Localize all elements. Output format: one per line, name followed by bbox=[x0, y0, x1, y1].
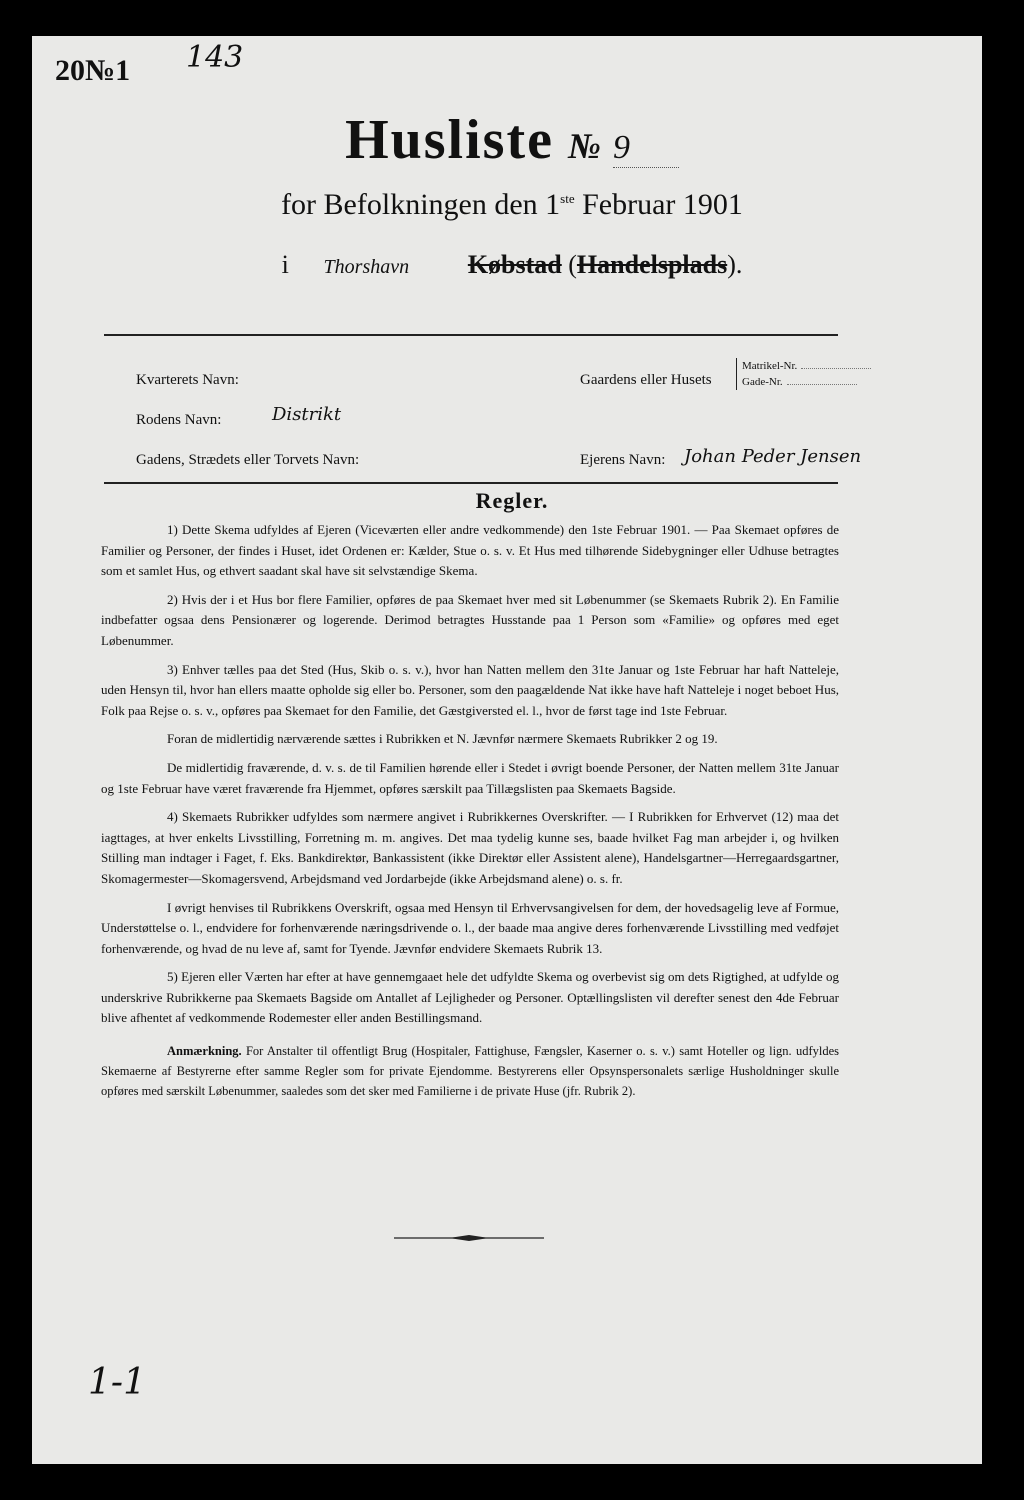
place-prefix: i bbox=[281, 250, 289, 279]
paren-close: ). bbox=[727, 250, 743, 279]
rule-3c: De midlertidig fraværende, d. v. s. de til Familien hørende eller i Stedet i øvrigt boende Personer, der Natten mellem 31te Januar og 1ste Februar have været fraværende fra Hjemmet, opføres særskilt paa Tillægslisten paa Skemaets Bagside. bbox=[101, 759, 839, 796]
subtitle-part-a: for Befolkningen den 1 bbox=[281, 188, 561, 221]
note-label: Anmærkning. bbox=[167, 1044, 242, 1059]
archive-number: 20№1 bbox=[55, 54, 131, 87]
title-row bbox=[0, 108, 1024, 172]
rule-1: 1) Dette Skema udfyldes af Ejeren (Viceværten eller andre vedkommende) den 1ste Februar 1901. — Paa Skemaet opføres de Familier og Personer, der findes i Huset, idet Ordenen er: Kælder, Stue o. s. v. Et Hus med tilhørende Sidebygninger eller Udhuse betragtes som et samlet Hus, og ethvert saadant skal have sit selvstændige Skema. bbox=[101, 522, 839, 579]
kobstad-struck: Købstad bbox=[467, 250, 562, 279]
paren-open: ( bbox=[568, 250, 577, 279]
list-number-value: 9 bbox=[613, 129, 679, 168]
ornament-divider bbox=[394, 1234, 544, 1242]
matrikel-label: Matrikel-Nr. bbox=[742, 360, 798, 372]
gaden-label: Gadens, Strædets eller Torvets Navn: bbox=[136, 452, 360, 468]
subtitle-part-b: Februar 1901 bbox=[582, 188, 743, 221]
handwritten-page-number: 143 bbox=[186, 40, 244, 75]
rule-3: 3) Enhver tælles paa det Sted (Hus, Skib o. s. v.), hvor han Natten mellem den 31te Januar og 1ste Februar har haft Natteleje, uden Hensyn til, hvor han ellers maatte opholde sig eller bo. Personer, som den paagældende Nat ikke have haft Natteleje i noget beboet Hus, Folk paa Rejse o. s. v., opføres paa Skemaet for den Familie, det Gæstgiversted el. l., hvor de først tage ind 1ste Februar. bbox=[101, 661, 839, 718]
ejer-value: Johan Peder Jensen bbox=[684, 446, 862, 467]
handelsplads-struck: Handelsplads bbox=[576, 250, 728, 279]
rules-heading: Regler. bbox=[475, 488, 549, 513]
rule-2: 2) Hvis der i et Hus bor flere Familier, opføres de paa Skemaet hver med sit Løbenummer (se Skemaets Rubrik 2). En Familie indbefatter ogsaa dens Pensionærer og logerende. Derimod betragtes Husstande paa 1 Person som «Familie» og opføres med eget Løbenummer. bbox=[101, 591, 839, 648]
gade-nr-label: Gade-Nr. bbox=[742, 376, 783, 388]
gaard-label: Gaardens eller Husets bbox=[580, 372, 712, 388]
place-handwritten: Thorshavn bbox=[323, 256, 410, 278]
roden-value: Distrikt bbox=[272, 404, 342, 425]
note-text: For Anstalter til offentligt Brug (Hospitaler, Fattighuse, Fængsler, Kaserner o. s. v.) samt Hoteller og lign. udfyldes Skemaerne af Bestyrerne efter samme Regler som for private Ejendomme. Bestyrerens eller Opsynspersonalets særlige Husholdninger skulle opføres med særskilt Løbenummer, saaledes som det sker med Familierne i de private Huse (jfr. Rubrik 2). bbox=[101, 1044, 840, 1099]
note bbox=[101, 1041, 839, 1101]
handwritten-footer-mark: 1-1 bbox=[88, 1362, 146, 1403]
form-title: Husliste bbox=[345, 109, 554, 171]
number-bracket bbox=[736, 358, 871, 390]
place-line bbox=[0, 250, 1024, 280]
rule-4b: I øvrigt henvises til Rubrikkens Overskrift, ogsaa med Hensyn til Erhvervsangivelsen for dem, der hovedsagelig leve af Formue, Understøttelse o. l., endvidere for forhenværende næringsdrivende o. l., der baade maa angive deres forhenværende Livsstilling med vedføjet forhenværende, og hvad de nu leve af, samt for Tyende. Jævnfør endvidere Skemaets Rubrik 13. bbox=[101, 899, 839, 956]
number-mark: № bbox=[567, 126, 601, 166]
roden-label: Rodens Navn: bbox=[136, 412, 222, 428]
divider-bottom bbox=[104, 482, 838, 484]
form-subtitle bbox=[0, 188, 1024, 222]
divider-top bbox=[104, 334, 838, 336]
rules-body bbox=[101, 520, 839, 1109]
rule-3b: Foran de midlertidig nærværende sættes i Rubrikken et N. Jævnfør nærmere Skemaets Rubrikker 2 og 19. bbox=[167, 731, 718, 747]
rule-4: 4) Skemaets Rubrikker udfyldes som nærmere angivet i Rubrikkernes Overskrifter. — I Rubrikken for Erhvervet (12) maa det iagttages, at hver enkelts Livsstilling, Forretning m. m. angives. Det maa tydelig kunne ses, baade hvilket Fag man arbejder i, og hvilken Stilling man indtager i Faget, f. Eks. Bankdirektør, Bankassistent (ikke Direktør eller Assistent alene), Handelsgartner—Herregaardsgartner, Skomagermester—Skomagersvend, Arbejdsmand ved Jordarbejde (ikke Arbejdsmand alene) o. s. fr. bbox=[101, 809, 839, 886]
ejer-label: Ejerens Navn: bbox=[580, 452, 666, 468]
subtitle-sup: ste bbox=[560, 191, 575, 206]
rule-5: 5) Ejeren eller Værten har efter at have gennemgaaet hele det udfyldte Skema og overbevist sig om dets Rigtighed, at udfylde og underskrive Rubrikkerne paa Skemaets Bagside om Antallet af Lejligheder og Personer. Optællingslisten vil derefter senest den 4de Februar blive afhentet af vedkommende Rodemester eller anden Bestillingsmand. bbox=[101, 969, 839, 1026]
kvarter-label: Kvarterets Navn: bbox=[136, 372, 239, 388]
